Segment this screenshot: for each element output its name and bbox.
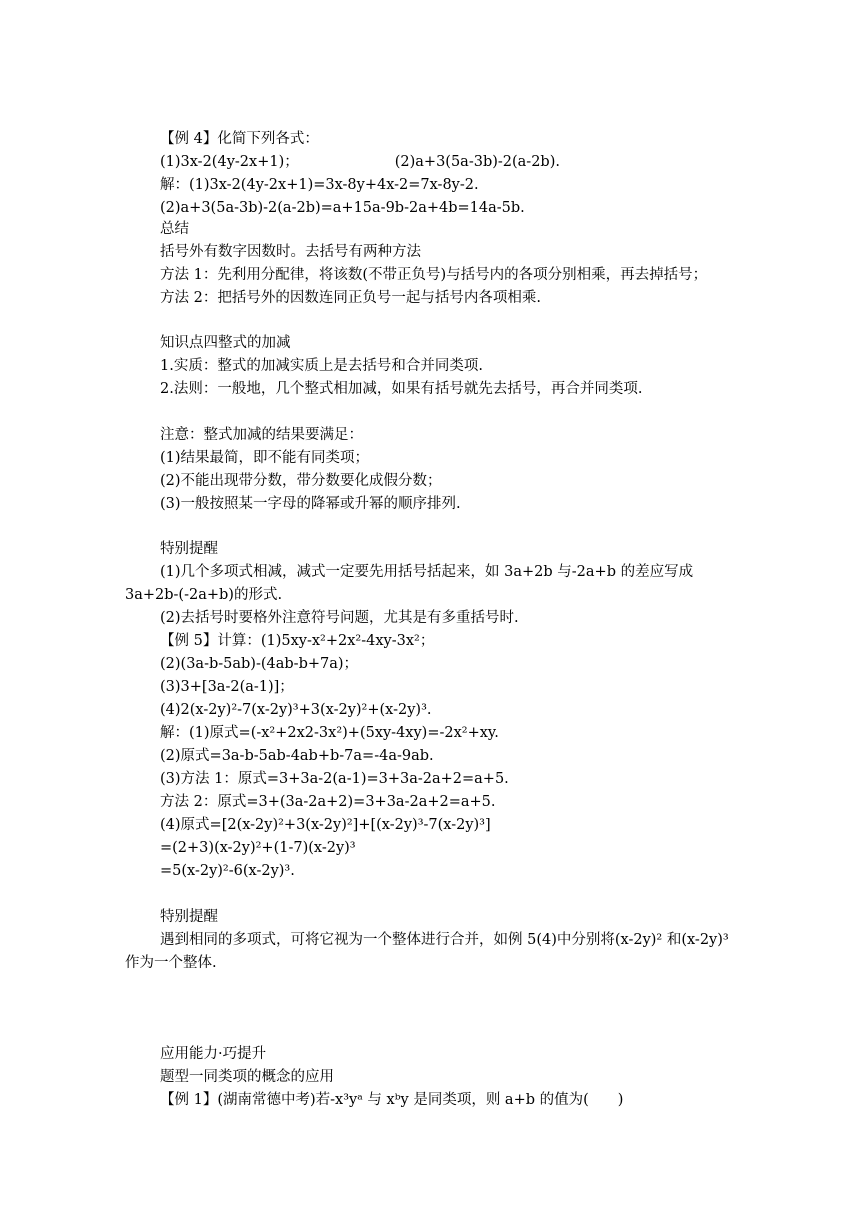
- method-1: 方法 1：先利用分配律，将该数(不带正负号)与括号内的各项分别相乘，再去掉括号；: [160, 267, 708, 283]
- example-5-solution-4-step-3: =5(x-2y)²-6(x-2y)³.: [160, 863, 295, 879]
- example-4-problems: [160, 153, 560, 171]
- example-5-problem-2: (2)(3a-b-5ab)-(4ab-b+7a)；: [160, 656, 359, 672]
- example-5-problem-4: (4)2(x-2y)²-7(x-2y)³+3(x-2y)²+(x-2y)³.: [160, 702, 432, 718]
- example-5-solution-1: 解：(1)原式=(-x²+2x2-3x²)+(5xy-4xy)=-2x²+xy.: [160, 725, 499, 741]
- rule-item: 2.法则：一般地，几个整式相加减，如果有括号就先去括号，再合并同类项.: [160, 381, 643, 397]
- example-5-solution-4-step-2: =(2+3)(x-2y)²+(1-7)(x-2y)³: [160, 840, 356, 856]
- note-item-1: (1)结果最简，即不能有同类项；: [160, 450, 370, 466]
- example-5-heading: 【例 5】计算：(1)5xy-x²+2x²-4xy-3x²；: [160, 633, 435, 649]
- method-2: 方法 2：把括号外的因数连同正负号一起与括号内各项相乘.: [160, 290, 541, 306]
- reminder-item-1: (1)几个多项式相减，减式一定要先用括号括起来，如 3a+2b 与-2a+b 的差应写成: [160, 564, 694, 580]
- reminder-whole-text-cont: 作为一个整体.: [125, 955, 217, 971]
- summary-text: 括号外有数字因数时。去括号有两种方法: [160, 244, 421, 260]
- note-item-3: (3)一般按照某一字母的降幂或升幂的顺序排列.: [160, 496, 461, 512]
- example-4-solution-1: 解：(1)3x-2(4y-2x+1)=3x-8y+4x-2=7x-8y-2.: [160, 177, 479, 193]
- example-5-problem-3: (3)3+[3a-2(a-1)]；: [160, 679, 294, 695]
- example-5-solution-3-method-2: 方法 2：原式=3+(3a-2a+2)=3+3a-2a+2=a+5.: [160, 794, 496, 810]
- note-item-2: (2)不能出现带分数，带分数要化成假分数；: [160, 473, 442, 489]
- question-type-1-heading: 题型一同类项的概念的应用: [160, 1069, 334, 1085]
- reminder-item-2: (2)去括号时要格外注意符号问题，尤其是有多重括号时.: [160, 610, 519, 626]
- example-5-solution-3-method-1: (3)方法 1：原式=3+3a-2(a-1)=3+3a-2a+2=a+5.: [160, 771, 509, 787]
- example-4-heading: 【例 4】化简下列各式：: [160, 131, 319, 147]
- essence-item: 1.实质：整式的加减实质上是去括号和合并同类项.: [160, 358, 483, 374]
- example-4-problem-1: (1)3x-2(4y-2x+1)；: [160, 154, 299, 170]
- reminder-whole-text: 遇到相同的多项式，可将它视为一个整体进行合并，如例 5(4)中分别将(x-2y)² 和(x-2y)³: [160, 932, 729, 948]
- example-4-solution-2: (2)a+3(5a-3b)-2(a-2b)=a+15a-9b-2a+4b=14a-5b.: [160, 200, 525, 216]
- example-4-problem-2: (2)a+3(5a-3b)-2(a-2b).: [394, 154, 560, 170]
- application-heading: 应用能力·巧提升: [160, 1046, 267, 1062]
- summary-heading: 总结: [160, 221, 189, 237]
- special-reminder-heading: 特别提醒: [160, 541, 218, 557]
- reminder-item-1-cont: 3a+2b-(-2a+b)的形式.: [125, 587, 283, 603]
- example-5-solution-4: (4)原式=[2(x-2y)²+3(x-2y)²]+[(x-2y)³-7(x-2y)³]: [160, 817, 491, 833]
- special-reminder-heading-2: 特别提醒: [160, 909, 218, 925]
- knowledge-point-4-heading: 知识点四整式的加减: [160, 335, 291, 351]
- example-1-question: 【例 1】(湖南常德中考)若-x³yᵃ 与 xᵇy 是同类项，则 a+b 的值为( ): [160, 1092, 624, 1108]
- example-5-solution-2: (2)原式=3a-b-5ab-4ab+b-7a=-4a-9ab.: [160, 748, 434, 764]
- note-heading: 注意：整式加减的结果要满足：: [160, 427, 363, 443]
